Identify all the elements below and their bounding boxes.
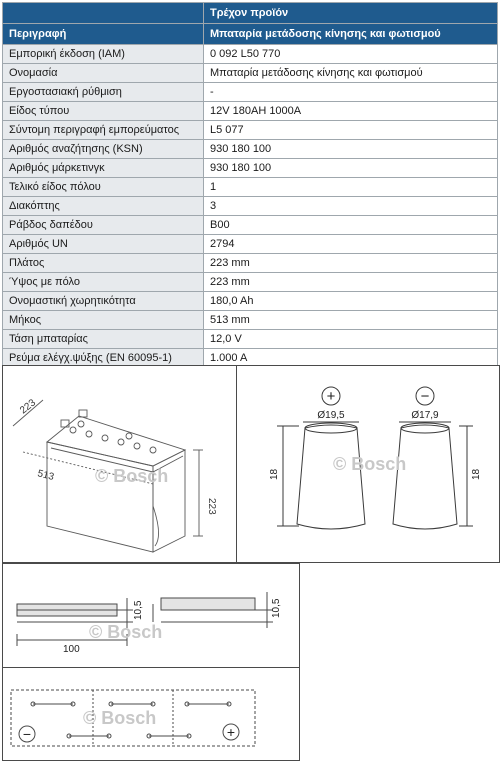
- spec-value: Μπαταρία μετάδοσης κίνησης και φωτισμού: [204, 64, 498, 83]
- spec-row: [3, 197, 498, 216]
- spec-label: Τελικό είδος πόλου: [3, 178, 204, 197]
- negative-height: 18: [471, 468, 482, 480]
- spec-value: 223 mm: [204, 273, 498, 292]
- spec-row: [3, 292, 498, 311]
- terminal-drawing: [237, 366, 499, 562]
- spec-row: [3, 254, 498, 273]
- spec-label: Ύψος με πόλο: [3, 273, 204, 292]
- spec-value: B00: [204, 216, 498, 235]
- positive-layout-icon: +: [226, 724, 236, 740]
- battery-height-dim: 223: [206, 498, 217, 515]
- spec-value: 3: [204, 197, 498, 216]
- spec-label: Αριθμός αναζήτησης (KSN): [3, 140, 204, 159]
- spec-row: [3, 273, 498, 292]
- spec-value: 1: [204, 178, 498, 197]
- spec-table: [2, 2, 498, 368]
- battery-length-dim: 513: [36, 468, 56, 483]
- spec-label: Τάση μπαταρίας: [3, 330, 204, 349]
- spec-label: Αριθμός μάρκετινγκ: [3, 159, 204, 178]
- spec-value: 12,0 V: [204, 330, 498, 349]
- spec-row: [3, 45, 498, 64]
- watermark-layout: © Bosch: [83, 708, 157, 728]
- header-row-2: [3, 24, 498, 45]
- spec-value: 0 092 L50 770: [204, 45, 498, 64]
- spec-label: Ονομαστική χωρητικότητα: [3, 292, 204, 311]
- spec-row: [3, 235, 498, 254]
- spec-row: [3, 216, 498, 235]
- spec-row: [3, 330, 498, 349]
- description-header: Περιγραφή: [3, 24, 204, 45]
- base-ledge-drawing: [3, 564, 299, 668]
- positive-diameter: Ø19,5: [317, 410, 345, 421]
- terminal-drawing-panel: [236, 365, 500, 563]
- spec-row: [3, 83, 498, 102]
- spec-label: Ρεύμα ελέγχ.ψύξης (EN 60095-1): [3, 349, 204, 368]
- spec-label: Σύντομη περιγραφή εμπορεύματος: [3, 121, 204, 140]
- spec-label: Διακόπτης: [3, 197, 204, 216]
- spec-row: [3, 121, 498, 140]
- spec-value: L5 077: [204, 121, 498, 140]
- battery-drawing-panel: [2, 365, 238, 563]
- header-row-1: [3, 3, 498, 24]
- spec-row: [3, 178, 498, 197]
- spec-value: 12V 180AH 1000A: [204, 102, 498, 121]
- spec-label: Ονομασία: [3, 64, 204, 83]
- battery-width-dim: 223: [18, 397, 38, 417]
- watermark-ledge: © Bosch: [89, 622, 163, 642]
- ledge-length: 100: [63, 644, 80, 655]
- ledge-height-2: 10,5: [271, 598, 282, 618]
- positive-height: 18: [269, 468, 280, 480]
- positive-terminal-icon: +: [326, 388, 336, 405]
- cell-layout-drawing: [3, 668, 299, 760]
- spec-value: 930 180 100: [204, 140, 498, 159]
- spec-row: [3, 311, 498, 330]
- spec-value: 223 mm: [204, 254, 498, 273]
- watermark-battery: © Bosch: [95, 466, 169, 486]
- header-blank: [3, 3, 204, 24]
- spec-value: 2794: [204, 235, 498, 254]
- battery-isometric-drawing: [3, 366, 237, 562]
- spec-label: Ράβδος δαπέδου: [3, 216, 204, 235]
- negative-diameter: Ø17,9: [411, 410, 439, 421]
- spec-value: 513 mm: [204, 311, 498, 330]
- ledge-height-1: 10,5: [133, 600, 144, 620]
- cell-layout-panel: [2, 667, 300, 761]
- spec-label: Μήκος: [3, 311, 204, 330]
- spec-row: [3, 102, 498, 121]
- spec-label: Αριθμός UN: [3, 235, 204, 254]
- negative-terminal-icon: −: [420, 388, 430, 405]
- spec-row: [3, 64, 498, 83]
- spec-label: Είδος τύπου: [3, 102, 204, 121]
- spec-label: Πλάτος: [3, 254, 204, 273]
- base-ledge-panel: [2, 563, 300, 669]
- spec-label: Εργοστασιακή ρύθμιση: [3, 83, 204, 102]
- spec-value: 180,0 Ah: [204, 292, 498, 311]
- product-name-header: Μπαταρία μετάδοσης κίνησης και φωτισμού: [204, 24, 498, 45]
- spec-value: 930 180 100: [204, 159, 498, 178]
- spec-value: 1.000 A: [204, 349, 498, 368]
- negative-layout-icon: −: [22, 726, 32, 742]
- current-product-header: Τρέχον προϊόν: [204, 3, 498, 24]
- spec-label: Εμπορική έκδοση (IAM): [3, 45, 204, 64]
- spec-value: -: [204, 83, 498, 102]
- spec-row: [3, 159, 498, 178]
- spec-row: [3, 140, 498, 159]
- watermark-terminals: © Bosch: [333, 454, 407, 474]
